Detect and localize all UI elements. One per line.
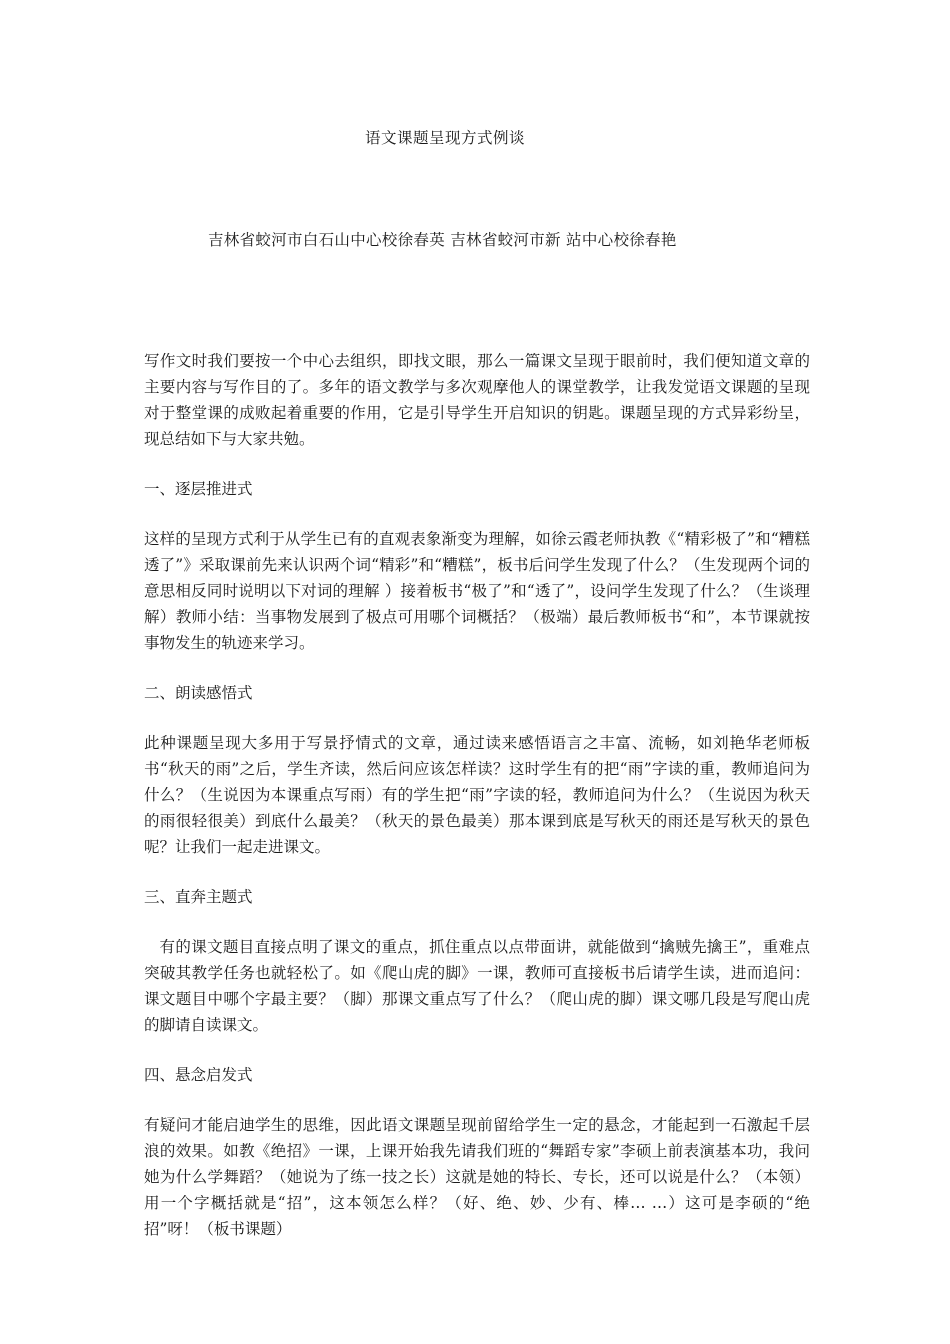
document-title: 语文课题呈现方式例谈 [364, 129, 525, 147]
section-heading-2: 二、朗读感悟式 [144, 684, 253, 702]
section-heading-3: 三、直奔主题式 [144, 888, 253, 906]
section-heading-1: 一、逐层推进式 [144, 480, 253, 498]
document-body [144, 348, 810, 1266]
section-body-4: 有疑问才能启迪学生的思维，因此语文课题呈现前留给学生一定的悬念，才能起到一石激起千层浪的效果。如教《绝招》一课，上课开始我先请我们班的“舞蹈专家”李硕上前表演基本功，我问她为什么学舞蹈？（她说为了练一技之长）这就是她的特长、专长，还可以说是什么？（本领）用一个字概括就是“招”，这本领怎么样？（好、绝、妙、少有、棒… …）这可是李硕的“绝招”呀！（板书课题） [144, 1116, 810, 1238]
section-heading-4: 四、悬念启发式 [144, 1066, 253, 1084]
document-authors: 吉林省蛟河市白石山中心校徐春英 吉林省蛟河市新 站中心校徐春艳 [208, 231, 677, 249]
section-body-2: 此种课题呈现大多用于写景抒情式的文章，通过读来感悟语言之丰富、流畅，如刘艳华老师板书“秋天的雨”之后，学生齐读，然后问应该怎样读？这时学生有的把“雨”字读的重，教师追问为什么？（生说因为本课重点写雨）有的学生把“雨”字读的轻，教师追问为什么？（生说因为秋天的雨很轻很美）到底什么最美？（秋天的景色最美）那本课到底是写秋天的雨还是写秋天的景色呢？让我们一起走进课文。 [144, 734, 810, 856]
section-body-1: 这样的呈现方式利于从学生已有的直观表象渐变为理解，如徐云霞老师执教《“精彩极了”和“糟糕透了”》采取课前先来认识两个词“精彩”和“糟糕”，板书后问学生发现了什么？（生发现两个词的意思相反同时说明以下对词的理解 ）接着板书“极了”和“透了”，设问学生发现了什么？（生谈理解）教师小结：当事物发展到了极点可用哪个词概括？（极端）最后教师板书“和”，本节课就按事物发生的轨迹来学习。 [144, 530, 810, 652]
intro-paragraph: 写作文时我们要按一个中心去组织，即找文眼，那么一篇课文呈现于眼前时，我们便知道文章的主要内容与写作目的了。多年的语文教学与多次观摩他人的课堂教学，让我发觉语文课题的呈现对于整堂课的成败起着重要的作用，它是引导学生开启知识的钥匙。课题呈现的方式异彩纷呈，现总结如下与大家共勉。 [144, 352, 810, 448]
section-body-3: 有的课文题目直接点明了课文的重点，抓住重点以点带面讲，就能做到“擒贼先擒王”，重难点突破其教学任务也就轻松了。如《爬山虎的脚》一课，教师可直接板书后请学生读，进而追问：课文题目中哪个字最主要？（脚）那课文重点写了什么？（爬山虎的脚）课文哪几段是写爬山虎的脚请自读课文。 [144, 938, 810, 1034]
